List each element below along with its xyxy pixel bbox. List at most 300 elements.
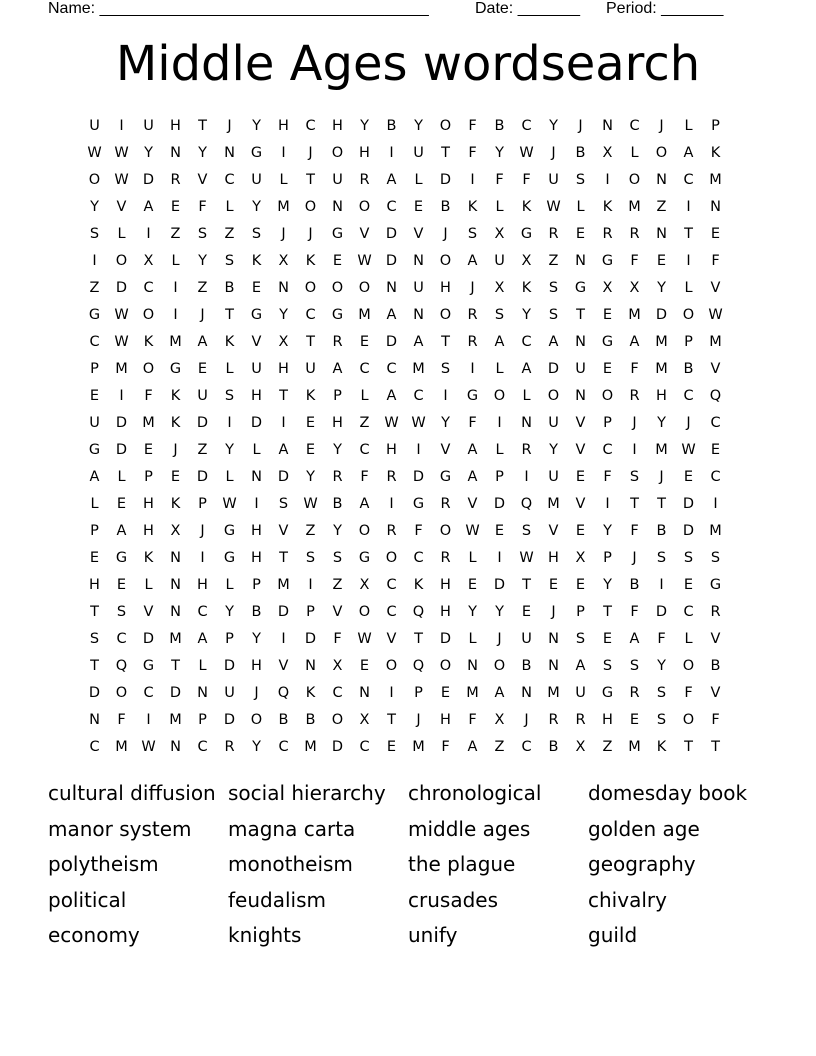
grid-letter[interactable]: B bbox=[278, 711, 289, 728]
grid-letter[interactable]: C bbox=[386, 603, 397, 620]
grid-letter[interactable]: F bbox=[441, 738, 450, 755]
grid-letter[interactable]: S bbox=[656, 684, 667, 701]
grid-letter[interactable]: X bbox=[143, 252, 154, 269]
grid-letter[interactable]: C bbox=[143, 279, 154, 296]
grid-letter[interactable]: K bbox=[170, 414, 181, 431]
grid-letter[interactable]: F bbox=[711, 252, 720, 269]
grid-letter[interactable]: B bbox=[305, 711, 316, 728]
grid-letter[interactable]: Y bbox=[198, 144, 207, 161]
grid-letter[interactable]: C bbox=[521, 333, 532, 350]
grid-letter[interactable]: F bbox=[630, 360, 639, 377]
grid-letter[interactable]: C bbox=[683, 603, 694, 620]
grid-letter[interactable]: O bbox=[385, 549, 398, 566]
grid-letter[interactable]: O bbox=[439, 657, 452, 674]
grid-letter[interactable]: H bbox=[170, 117, 181, 134]
grid-letter[interactable]: A bbox=[683, 144, 694, 161]
grid-letter[interactable]: I bbox=[470, 360, 475, 377]
grid-letter[interactable]: Q bbox=[412, 603, 425, 620]
grid-letter[interactable]: H bbox=[143, 495, 154, 512]
grid-letter[interactable]: K bbox=[305, 387, 316, 404]
grid-letter[interactable]: V bbox=[575, 495, 586, 512]
grid-letter[interactable]: E bbox=[143, 441, 154, 458]
grid-letter[interactable]: L bbox=[117, 468, 126, 485]
grid-letter[interactable]: Y bbox=[603, 522, 612, 539]
grid-letter[interactable]: F bbox=[603, 468, 612, 485]
grid-letter[interactable]: F bbox=[333, 630, 342, 647]
grid-letter[interactable]: C bbox=[359, 441, 370, 458]
grid-letter[interactable]: V bbox=[710, 630, 721, 647]
grid-letter[interactable]: X bbox=[602, 144, 613, 161]
grid-letter[interactable]: B bbox=[548, 738, 559, 755]
grid-letter[interactable]: I bbox=[470, 171, 475, 188]
grid-letter[interactable]: G bbox=[223, 549, 236, 566]
grid-letter[interactable]: E bbox=[710, 441, 721, 458]
grid-letter[interactable]: X bbox=[575, 549, 586, 566]
grid-letter[interactable]: T bbox=[684, 738, 693, 755]
grid-letter[interactable]: J bbox=[497, 630, 502, 647]
grid-letter[interactable]: D bbox=[196, 414, 209, 431]
grid-letter[interactable]: P bbox=[144, 468, 153, 485]
grid-letter[interactable]: I bbox=[497, 414, 502, 431]
grid-letter[interactable]: H bbox=[440, 576, 451, 593]
grid-letter[interactable]: H bbox=[251, 549, 262, 566]
grid-letter[interactable]: X bbox=[602, 279, 613, 296]
grid-letter[interactable]: H bbox=[656, 387, 667, 404]
grid-letter[interactable]: I bbox=[389, 495, 394, 512]
grid-letter[interactable]: F bbox=[630, 603, 639, 620]
grid-letter[interactable]: C bbox=[305, 306, 316, 323]
grid-letter[interactable]: T bbox=[225, 306, 234, 323]
grid-letter[interactable]: Y bbox=[414, 117, 423, 134]
grid-letter[interactable]: H bbox=[602, 711, 613, 728]
grid-letter[interactable]: I bbox=[389, 144, 394, 161]
grid-letter[interactable]: S bbox=[656, 711, 667, 728]
grid-letter[interactable]: W bbox=[114, 171, 129, 188]
grid-letter[interactable]: J bbox=[632, 414, 637, 431]
grid-letter[interactable]: M bbox=[169, 333, 182, 350]
grid-letter[interactable]: V bbox=[710, 360, 721, 377]
grid-letter[interactable]: O bbox=[439, 522, 452, 539]
grid-letter[interactable]: Q bbox=[115, 657, 128, 674]
grid-letter[interactable]: C bbox=[197, 603, 208, 620]
grid-letter[interactable]: N bbox=[548, 630, 559, 647]
grid-letter[interactable]: Z bbox=[170, 225, 181, 242]
name-field[interactable]: Name: _____________________________________ bbox=[48, 0, 429, 17]
grid-letter[interactable]: M bbox=[412, 738, 425, 755]
grid-letter[interactable]: S bbox=[629, 468, 640, 485]
grid-letter[interactable]: R bbox=[710, 603, 721, 620]
grid-letter[interactable]: M bbox=[655, 333, 668, 350]
grid-letter[interactable]: W bbox=[303, 495, 318, 512]
grid-letter[interactable]: S bbox=[224, 387, 235, 404]
grid-letter[interactable]: N bbox=[413, 306, 424, 323]
grid-letter[interactable]: Z bbox=[332, 576, 343, 593]
grid-letter[interactable]: R bbox=[602, 225, 613, 242]
grid-letter[interactable]: T bbox=[711, 738, 720, 755]
grid-letter[interactable]: H bbox=[332, 414, 343, 431]
grid-letter[interactable]: C bbox=[629, 117, 640, 134]
grid-letter[interactable]: J bbox=[686, 414, 691, 431]
grid-letter[interactable]: V bbox=[575, 414, 586, 431]
grid-letter[interactable]: S bbox=[467, 225, 478, 242]
grid-letter[interactable]: A bbox=[629, 630, 640, 647]
grid-letter[interactable]: X bbox=[494, 711, 505, 728]
grid-letter[interactable]: U bbox=[89, 117, 100, 134]
grid-letter[interactable]: O bbox=[385, 657, 398, 674]
grid-letter[interactable]: B bbox=[494, 117, 505, 134]
grid-letter[interactable]: P bbox=[576, 603, 585, 620]
grid-letter[interactable]: R bbox=[359, 171, 370, 188]
grid-letter[interactable]: N bbox=[521, 414, 532, 431]
grid-letter[interactable]: M bbox=[655, 360, 668, 377]
grid-letter[interactable]: T bbox=[630, 495, 639, 512]
grid-letter[interactable]: H bbox=[359, 144, 370, 161]
letter-grid[interactable] bbox=[81, 112, 729, 760]
grid-letter[interactable]: E bbox=[575, 576, 586, 593]
grid-letter[interactable]: J bbox=[416, 711, 421, 728]
grid-letter[interactable]: E bbox=[305, 441, 316, 458]
grid-letter[interactable]: N bbox=[197, 684, 208, 701]
grid-letter[interactable]: N bbox=[575, 333, 586, 350]
grid-letter[interactable]: I bbox=[659, 576, 664, 593]
grid-letter[interactable]: M bbox=[115, 738, 128, 755]
grid-letter[interactable]: N bbox=[89, 711, 100, 728]
grid-letter[interactable]: A bbox=[413, 333, 424, 350]
grid-letter[interactable]: L bbox=[522, 387, 531, 404]
grid-letter[interactable]: R bbox=[548, 225, 559, 242]
grid-letter[interactable]: A bbox=[116, 522, 127, 539]
grid-letter[interactable]: F bbox=[522, 171, 531, 188]
grid-letter[interactable]: Y bbox=[522, 306, 531, 323]
grid-letter[interactable]: A bbox=[386, 306, 397, 323]
grid-letter[interactable]: H bbox=[440, 279, 451, 296]
grid-letter[interactable]: P bbox=[414, 684, 423, 701]
grid-letter[interactable]: L bbox=[279, 171, 288, 188]
grid-letter[interactable]: B bbox=[224, 279, 235, 296]
grid-letter[interactable]: Y bbox=[657, 414, 666, 431]
grid-letter[interactable]: B bbox=[683, 360, 694, 377]
grid-letter[interactable]: N bbox=[170, 738, 181, 755]
grid-letter[interactable]: S bbox=[89, 630, 100, 647]
grid-letter[interactable]: L bbox=[225, 360, 234, 377]
grid-letter[interactable]: M bbox=[169, 630, 182, 647]
grid-letter[interactable]: V bbox=[197, 171, 208, 188]
grid-letter[interactable]: H bbox=[278, 117, 289, 134]
grid-letter[interactable]: E bbox=[575, 468, 586, 485]
grid-letter[interactable]: Z bbox=[197, 279, 208, 296]
grid-letter[interactable]: I bbox=[416, 441, 421, 458]
grid-letter[interactable]: M bbox=[169, 711, 182, 728]
grid-letter[interactable]: R bbox=[224, 738, 235, 755]
grid-letter[interactable]: F bbox=[468, 144, 477, 161]
grid-letter[interactable]: G bbox=[358, 549, 371, 566]
grid-letter[interactable]: D bbox=[331, 738, 344, 755]
grid-letter[interactable]: K bbox=[170, 495, 181, 512]
grid-letter[interactable]: U bbox=[548, 468, 559, 485]
grid-letter[interactable]: C bbox=[197, 738, 208, 755]
grid-letter[interactable]: U bbox=[89, 414, 100, 431]
grid-letter[interactable]: J bbox=[578, 117, 583, 134]
grid-letter[interactable]: O bbox=[493, 657, 506, 674]
grid-letter[interactable]: S bbox=[197, 225, 208, 242]
grid-letter[interactable]: T bbox=[279, 387, 288, 404]
grid-letter[interactable]: D bbox=[250, 414, 263, 431]
grid-letter[interactable]: L bbox=[414, 171, 423, 188]
grid-letter[interactable]: R bbox=[440, 549, 451, 566]
grid-letter[interactable]: G bbox=[88, 306, 101, 323]
grid-letter[interactable]: Q bbox=[520, 495, 533, 512]
grid-letter[interactable]: M bbox=[628, 738, 641, 755]
grid-letter[interactable]: A bbox=[386, 171, 397, 188]
grid-letter[interactable]: L bbox=[252, 441, 261, 458]
grid-letter[interactable]: E bbox=[89, 549, 100, 566]
grid-letter[interactable]: U bbox=[521, 630, 532, 647]
grid-letter[interactable]: F bbox=[468, 117, 477, 134]
grid-letter[interactable]: S bbox=[89, 225, 100, 242]
grid-letter[interactable]: Y bbox=[495, 603, 504, 620]
grid-letter[interactable]: H bbox=[440, 603, 451, 620]
grid-letter[interactable]: M bbox=[547, 495, 560, 512]
grid-letter[interactable]: N bbox=[575, 252, 586, 269]
grid-letter[interactable]: G bbox=[601, 333, 614, 350]
grid-letter[interactable]: P bbox=[711, 117, 720, 134]
grid-letter[interactable]: N bbox=[251, 468, 262, 485]
grid-letter[interactable]: F bbox=[657, 630, 666, 647]
grid-letter[interactable]: D bbox=[115, 414, 128, 431]
grid-letter[interactable]: F bbox=[468, 414, 477, 431]
grid-letter[interactable]: T bbox=[684, 225, 693, 242]
grid-letter[interactable]: A bbox=[467, 252, 478, 269]
grid-letter[interactable]: H bbox=[548, 549, 559, 566]
grid-letter[interactable]: X bbox=[521, 252, 532, 269]
grid-letter[interactable]: C bbox=[359, 360, 370, 377]
grid-letter[interactable]: K bbox=[143, 333, 154, 350]
grid-letter[interactable]: I bbox=[173, 279, 178, 296]
grid-letter[interactable]: C bbox=[386, 360, 397, 377]
grid-letter[interactable]: D bbox=[304, 630, 317, 647]
grid-letter[interactable]: X bbox=[629, 279, 640, 296]
grid-letter[interactable]: A bbox=[278, 441, 289, 458]
grid-letter[interactable]: X bbox=[575, 738, 586, 755]
grid-letter[interactable]: G bbox=[412, 495, 425, 512]
grid-letter[interactable]: J bbox=[524, 711, 529, 728]
grid-letter[interactable]: W bbox=[708, 306, 723, 323]
grid-letter[interactable]: R bbox=[629, 225, 640, 242]
grid-letter[interactable]: Y bbox=[225, 603, 234, 620]
grid-letter[interactable]: E bbox=[89, 387, 100, 404]
grid-letter[interactable]: B bbox=[656, 522, 667, 539]
grid-letter[interactable]: K bbox=[602, 198, 613, 215]
grid-letter[interactable]: O bbox=[358, 603, 371, 620]
grid-letter[interactable]: E bbox=[413, 198, 424, 215]
grid-letter[interactable]: N bbox=[359, 684, 370, 701]
grid-letter[interactable]: L bbox=[630, 144, 639, 161]
grid-letter[interactable]: X bbox=[170, 522, 181, 539]
grid-letter[interactable]: J bbox=[551, 144, 556, 161]
grid-letter[interactable]: J bbox=[173, 441, 178, 458]
grid-letter[interactable]: J bbox=[551, 603, 556, 620]
grid-letter[interactable]: E bbox=[116, 495, 127, 512]
grid-letter[interactable]: C bbox=[224, 171, 235, 188]
grid-letter[interactable]: F bbox=[630, 252, 639, 269]
grid-letter[interactable]: S bbox=[494, 306, 505, 323]
grid-letter[interactable]: X bbox=[359, 576, 370, 593]
grid-letter[interactable]: Y bbox=[657, 657, 666, 674]
grid-letter[interactable]: O bbox=[358, 198, 371, 215]
grid-letter[interactable]: U bbox=[305, 360, 316, 377]
grid-letter[interactable]: I bbox=[605, 495, 610, 512]
grid-letter[interactable]: G bbox=[223, 522, 236, 539]
grid-letter[interactable]: D bbox=[223, 657, 236, 674]
grid-letter[interactable]: F bbox=[414, 522, 423, 539]
grid-letter[interactable]: J bbox=[470, 279, 475, 296]
grid-letter[interactable]: I bbox=[686, 198, 691, 215]
grid-letter[interactable]: O bbox=[439, 252, 452, 269]
grid-letter[interactable]: A bbox=[89, 468, 100, 485]
grid-letter[interactable]: J bbox=[281, 225, 286, 242]
grid-letter[interactable]: D bbox=[277, 603, 290, 620]
grid-letter[interactable]: P bbox=[225, 630, 234, 647]
grid-letter[interactable]: I bbox=[227, 414, 232, 431]
grid-letter[interactable]: S bbox=[575, 171, 586, 188]
grid-letter[interactable]: V bbox=[440, 441, 451, 458]
grid-letter[interactable]: S bbox=[278, 495, 289, 512]
grid-letter[interactable]: N bbox=[224, 144, 235, 161]
grid-letter[interactable]: R bbox=[386, 468, 397, 485]
grid-letter[interactable]: A bbox=[575, 657, 586, 674]
grid-letter[interactable]: K bbox=[413, 576, 424, 593]
grid-letter[interactable]: E bbox=[197, 360, 208, 377]
grid-letter[interactable]: S bbox=[656, 549, 667, 566]
grid-letter[interactable]: K bbox=[305, 684, 316, 701]
grid-letter[interactable]: M bbox=[628, 198, 641, 215]
grid-letter[interactable]: G bbox=[601, 684, 614, 701]
grid-letter[interactable]: D bbox=[142, 630, 155, 647]
grid-letter[interactable]: O bbox=[331, 279, 344, 296]
grid-letter[interactable]: I bbox=[254, 495, 259, 512]
grid-letter[interactable]: W bbox=[357, 630, 372, 647]
grid-letter[interactable]: U bbox=[548, 171, 559, 188]
grid-letter[interactable]: E bbox=[602, 360, 613, 377]
grid-letter[interactable]: D bbox=[547, 360, 560, 377]
grid-letter[interactable]: W bbox=[546, 198, 561, 215]
grid-letter[interactable]: K bbox=[710, 144, 721, 161]
grid-letter[interactable]: Y bbox=[495, 144, 504, 161]
grid-letter[interactable]: T bbox=[279, 549, 288, 566]
grid-letter[interactable]: U bbox=[197, 387, 208, 404]
grid-letter[interactable]: V bbox=[386, 630, 397, 647]
grid-letter[interactable]: M bbox=[709, 333, 722, 350]
grid-letter[interactable]: L bbox=[198, 657, 207, 674]
grid-letter[interactable]: P bbox=[603, 549, 612, 566]
grid-letter[interactable]: G bbox=[331, 306, 344, 323]
grid-letter[interactable]: G bbox=[439, 468, 452, 485]
grid-letter[interactable]: P bbox=[90, 360, 99, 377]
grid-letter[interactable]: Z bbox=[224, 225, 235, 242]
grid-letter[interactable]: L bbox=[495, 441, 504, 458]
grid-letter[interactable]: S bbox=[548, 279, 559, 296]
period-field[interactable]: Period: _______ bbox=[606, 0, 724, 17]
grid-letter[interactable]: E bbox=[710, 225, 721, 242]
grid-letter[interactable]: R bbox=[332, 333, 343, 350]
grid-letter[interactable]: G bbox=[115, 549, 128, 566]
grid-letter[interactable]: A bbox=[386, 387, 397, 404]
grid-letter[interactable]: G bbox=[169, 360, 182, 377]
grid-letter[interactable]: G bbox=[331, 225, 344, 242]
grid-letter[interactable]: U bbox=[143, 117, 154, 134]
grid-letter[interactable]: S bbox=[629, 657, 640, 674]
grid-letter[interactable]: M bbox=[466, 684, 479, 701]
grid-letter[interactable]: P bbox=[495, 468, 504, 485]
grid-letter[interactable]: R bbox=[386, 522, 397, 539]
grid-letter[interactable]: S bbox=[602, 657, 613, 674]
grid-letter[interactable]: L bbox=[225, 576, 234, 593]
grid-letter[interactable]: D bbox=[655, 603, 668, 620]
grid-letter[interactable]: E bbox=[602, 630, 613, 647]
grid-letter[interactable]: O bbox=[439, 306, 452, 323]
grid-letter[interactable]: W bbox=[222, 495, 237, 512]
grid-letter[interactable]: U bbox=[494, 252, 505, 269]
grid-letter[interactable]: R bbox=[170, 171, 181, 188]
grid-letter[interactable]: G bbox=[250, 144, 263, 161]
grid-letter[interactable]: U bbox=[332, 171, 343, 188]
grid-letter[interactable]: P bbox=[306, 603, 315, 620]
grid-letter[interactable]: A bbox=[494, 333, 505, 350]
grid-letter[interactable]: C bbox=[710, 468, 721, 485]
grid-letter[interactable]: C bbox=[386, 576, 397, 593]
grid-letter[interactable]: U bbox=[251, 171, 262, 188]
grid-letter[interactable]: X bbox=[332, 657, 343, 674]
grid-letter[interactable]: Z bbox=[656, 198, 667, 215]
grid-letter[interactable]: M bbox=[412, 360, 425, 377]
grid-letter[interactable]: L bbox=[684, 630, 693, 647]
grid-letter[interactable]: W bbox=[141, 738, 156, 755]
grid-letter[interactable]: T bbox=[90, 657, 99, 674]
grid-letter[interactable]: W bbox=[87, 144, 102, 161]
grid-letter[interactable]: D bbox=[115, 279, 128, 296]
grid-letter[interactable]: O bbox=[304, 198, 317, 215]
grid-letter[interactable]: F bbox=[144, 387, 153, 404]
grid-letter[interactable]: K bbox=[521, 279, 532, 296]
grid-letter[interactable]: A bbox=[494, 684, 505, 701]
grid-letter[interactable]: J bbox=[200, 522, 205, 539]
grid-letter[interactable]: J bbox=[632, 549, 637, 566]
grid-letter[interactable]: H bbox=[197, 576, 208, 593]
grid-letter[interactable]: J bbox=[200, 306, 205, 323]
grid-letter[interactable]: L bbox=[225, 468, 234, 485]
grid-letter[interactable]: L bbox=[360, 387, 369, 404]
grid-letter[interactable]: D bbox=[385, 252, 398, 269]
grid-letter[interactable]: L bbox=[495, 360, 504, 377]
grid-letter[interactable]: W bbox=[411, 414, 426, 431]
grid-letter[interactable]: P bbox=[198, 711, 207, 728]
grid-letter[interactable]: N bbox=[467, 657, 478, 674]
grid-letter[interactable]: W bbox=[357, 252, 372, 269]
grid-letter[interactable]: L bbox=[495, 198, 504, 215]
grid-letter[interactable]: D bbox=[385, 333, 398, 350]
grid-letter[interactable]: D bbox=[169, 684, 182, 701]
grid-letter[interactable]: N bbox=[305, 657, 316, 674]
grid-letter[interactable]: H bbox=[89, 576, 100, 593]
grid-letter[interactable]: A bbox=[332, 360, 343, 377]
grid-letter[interactable]: D bbox=[223, 711, 236, 728]
grid-letter[interactable]: M bbox=[277, 198, 290, 215]
grid-letter[interactable]: N bbox=[602, 117, 613, 134]
grid-letter[interactable]: K bbox=[143, 549, 154, 566]
grid-letter[interactable]: Y bbox=[279, 306, 288, 323]
grid-letter[interactable]: A bbox=[521, 360, 532, 377]
grid-letter[interactable]: C bbox=[143, 684, 154, 701]
